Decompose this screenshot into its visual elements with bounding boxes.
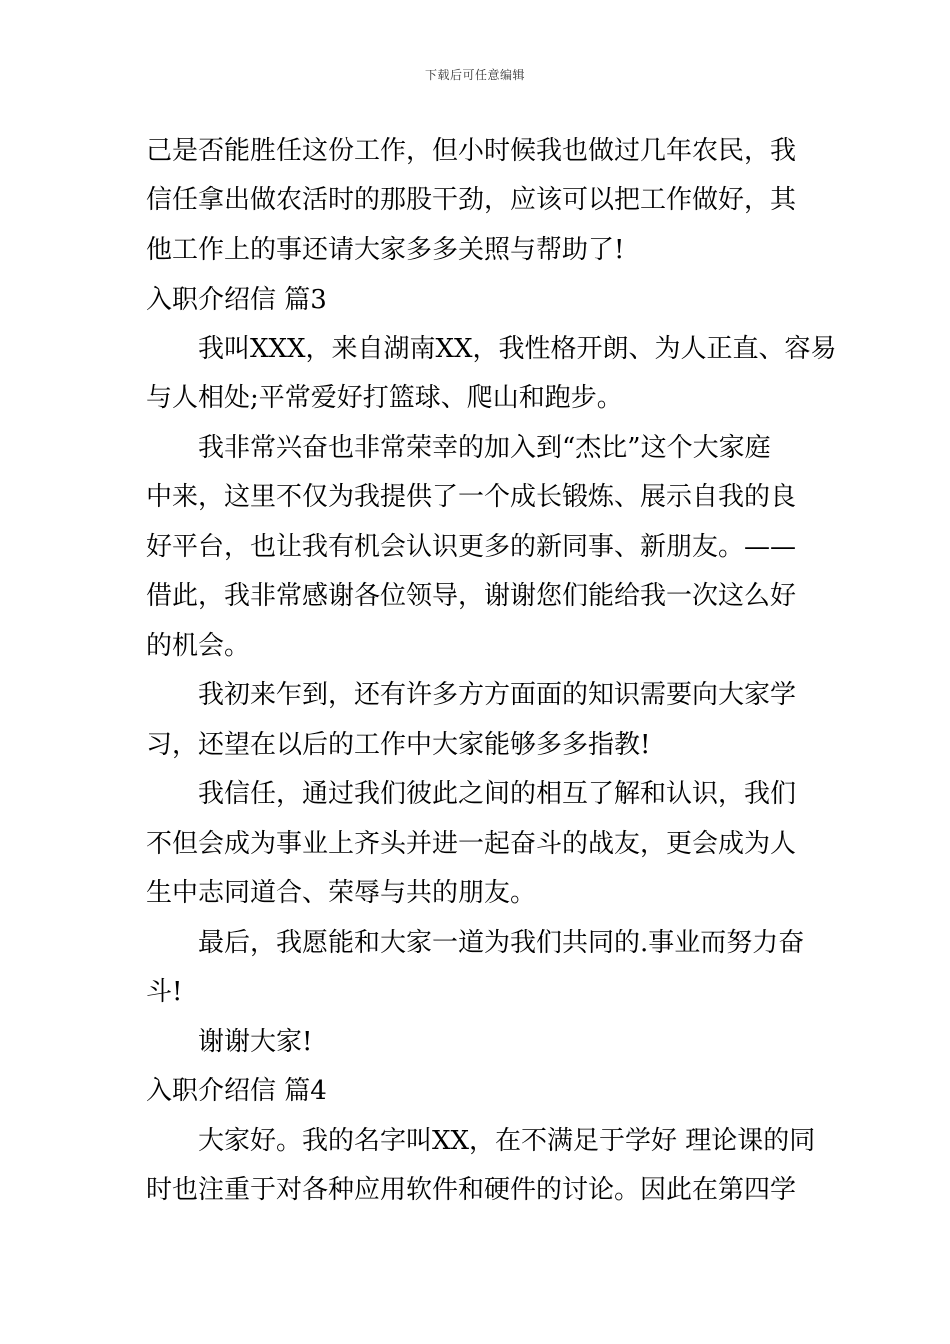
text-line: 他工作上的事还请大家多多关照与帮助了!: [146, 235, 625, 265]
text-line: 信任拿出做农活时的那股干劲，应该可以把工作做好，其: [146, 185, 797, 215]
text-line: 己是否能胜任这份工作，但小时候我也做过几年农民，我: [146, 136, 797, 166]
text-line: 中来，这里不仅为我提供了一个成长锻炼、展示自我的良: [146, 482, 797, 512]
text-line: 大家好。我的名字叫XX，在不满足于学好 理论课的同: [198, 1126, 816, 1156]
page-header: 下载后可任意编辑: [424, 68, 525, 82]
text-line: 不但会成为事业上齐头并进一起奋斗的战友，更会成为人: [146, 829, 797, 859]
text-line: 我非常兴奋也非常荣幸的加入到“杰比”这个大家庭: [198, 433, 771, 463]
text-line: 谢谢大家!: [198, 1027, 313, 1057]
text-line: 习，还望在以后的工作中大家能够多多指教!: [146, 730, 651, 760]
section-heading: 入职介绍信 篇3: [146, 285, 327, 315]
text-line: 我叫XXX，来自湖南XX，我性格开朗、为人正直、容易: [198, 334, 837, 364]
text-line: 生中志同道合、荣辱与共的朋友。: [146, 878, 537, 908]
text-line: 斗!: [146, 977, 183, 1007]
text-line: 好平台，也让我有机会认识更多的新同事、新朋友。——: [146, 532, 797, 562]
text-line: 我信任，通过我们彼此之间的相互了解和认识，我们: [198, 779, 797, 809]
text-line: 我初来乍到，还有许多方方面面的知识需要向大家学: [198, 680, 797, 710]
section-heading: 入职介绍信 篇4: [146, 1076, 327, 1106]
text-line: 的机会。: [146, 631, 251, 661]
text-line: 与人相处;平常爱好打篮球、爬山和跑步。: [146, 383, 623, 413]
text-line: 最后，我愿能和大家一道为我们共同的.事业而努力奋: [198, 928, 805, 958]
text-line: 借此，我非常感谢各位领导，谢谢您们能给我一次这么好: [146, 581, 797, 611]
text-line: 时也注重于对各种应用软件和硬件的讨论。因此在第四学: [146, 1175, 797, 1205]
